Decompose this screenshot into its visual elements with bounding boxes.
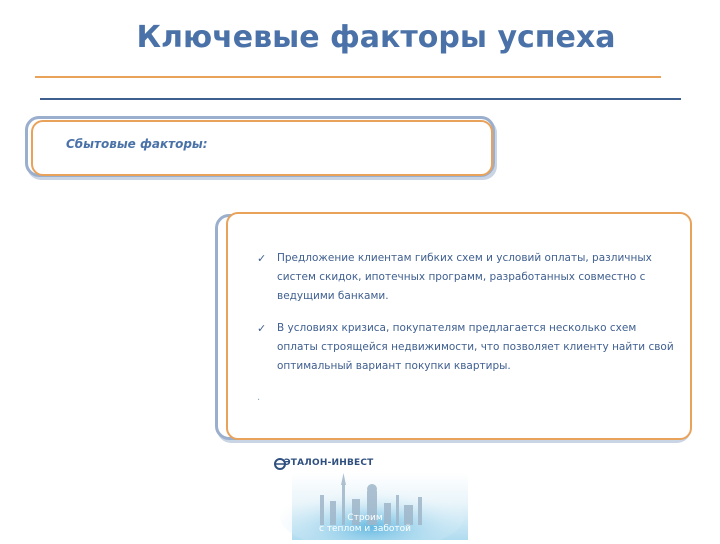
- slogan-line-1: Строим: [347, 513, 383, 523]
- bullet-list: [257, 249, 677, 389]
- bullet-text: Предложение клиентам гибких схем и условий оплаты, различных систем скидок, ипотечных программ, разработанных совместно с ведущими банками.: [277, 252, 652, 302]
- sales-factors-label: Сбытовые факторы:: [66, 137, 208, 151]
- title-underline-blue: [40, 98, 681, 100]
- list-item: [257, 249, 677, 306]
- brand-name: ЭТАЛОН-ИНВЕСТ: [284, 458, 374, 468]
- slogan: [272, 513, 458, 535]
- company-logo: [272, 455, 468, 540]
- bullet-text: В условиях кризиса, покупателям предлагается несколько схем оплаты строящейся недвижимости, что позволяет клиенту найти свой оптимальный вариант покупки квартиры.: [277, 322, 674, 372]
- slogan-line-2: с теплом и заботой: [318, 524, 412, 534]
- trailing-dot: .: [257, 392, 261, 403]
- checkmark-icon: ✓: [257, 322, 267, 335]
- list-item: [257, 319, 677, 376]
- title-underline-orange: [35, 76, 661, 78]
- checkmark-icon: ✓: [257, 252, 267, 265]
- slide-title: Ключевые факторы успеха: [136, 20, 616, 55]
